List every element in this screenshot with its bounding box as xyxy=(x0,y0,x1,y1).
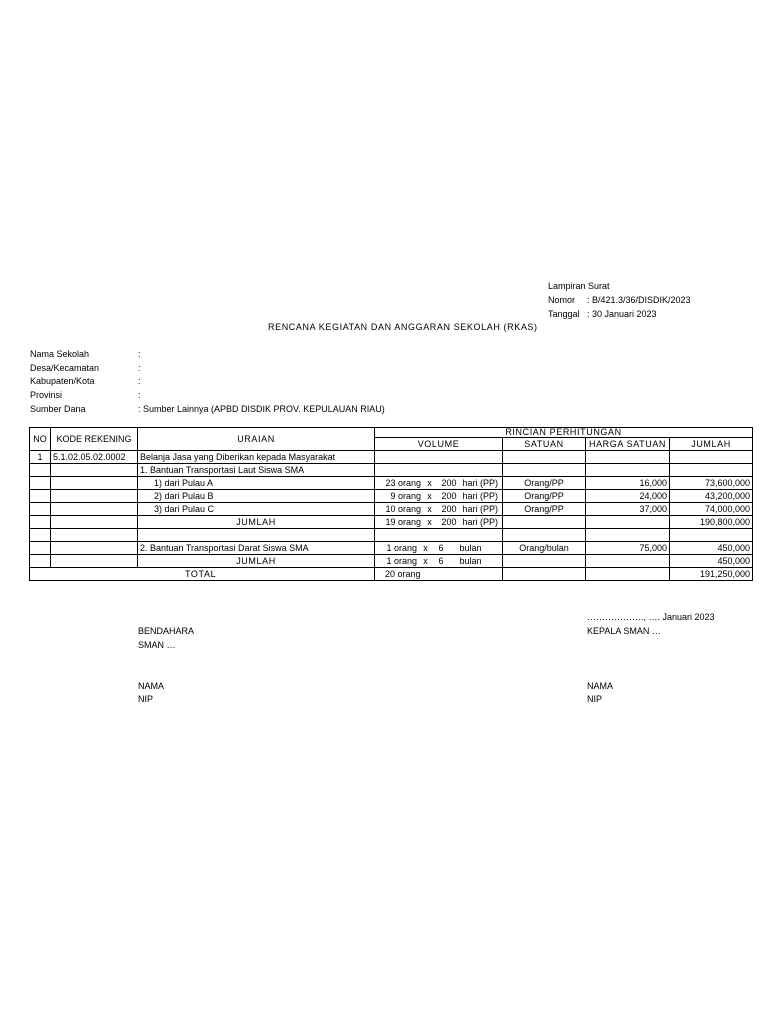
cell-kode: 5.1.02.05.02.0002 xyxy=(51,451,138,464)
cell-uraian: 2) dari Pulau B xyxy=(138,490,375,503)
cell-satuan xyxy=(503,516,586,529)
tanggal-value: : 30 Januari 2023 xyxy=(587,309,657,319)
cell-harga: 16,000 xyxy=(586,477,670,490)
cell-satuan: Orang/PP xyxy=(503,503,586,516)
cell-no: 1 xyxy=(30,451,51,464)
info-label-nama-sekolah: Nama Sekolah xyxy=(30,349,90,359)
header-kode-rekening: KODE REKENING xyxy=(51,428,138,451)
info-value-nama-sekolah: : xyxy=(138,349,141,359)
cell-harga xyxy=(586,529,670,542)
info-label-kabupaten: Kabupaten/Kota xyxy=(30,376,95,386)
cell-volume xyxy=(375,490,503,503)
table-header-row xyxy=(30,428,753,438)
cell-harga xyxy=(586,555,670,568)
table-row-total xyxy=(30,568,753,581)
volume-unit: bulan xyxy=(459,542,482,553)
volume-times: x xyxy=(427,503,432,514)
signature-left-nip: NIP xyxy=(138,694,154,704)
cell-kode xyxy=(51,555,138,568)
cell-no xyxy=(30,490,51,503)
cell-no xyxy=(30,464,51,477)
cell-uraian-jumlah: JUMLAH xyxy=(138,555,375,568)
header-volume: VOLUME xyxy=(375,438,503,451)
cell-volume xyxy=(375,529,503,542)
cell-jumlah: 450,000 xyxy=(670,555,753,568)
volume-qty: 1 orang xyxy=(386,555,417,566)
cell-satuan: Orang/PP xyxy=(503,490,586,503)
volume-unit: hari (PP) xyxy=(462,477,499,488)
nomor-value: : B/421.3/36/DISDIK/2023 xyxy=(587,295,691,305)
cell-no xyxy=(30,503,51,516)
info-value-kabupaten: : xyxy=(138,376,141,386)
cell-harga xyxy=(586,516,670,529)
cell-harga xyxy=(586,464,670,477)
cell-no xyxy=(30,555,51,568)
header-no: NO xyxy=(30,428,51,451)
table-row xyxy=(30,503,753,516)
volume-qty: 9 orang xyxy=(390,490,421,501)
volume-unit: bulan xyxy=(459,555,482,566)
document-title: RENCANA KEGIATAN DAN ANGGARAN SEKOLAH (RKAS) xyxy=(268,322,538,332)
volume-times: x xyxy=(423,542,428,553)
volume-unit: hari (PP) xyxy=(462,516,499,527)
cell-kode xyxy=(51,464,138,477)
header-satuan: SATUAN xyxy=(503,438,586,451)
cell-satuan xyxy=(503,451,586,464)
cell-harga: 24,000 xyxy=(586,490,670,503)
volume-unit: hari (PP) xyxy=(462,503,499,514)
volume-times: x xyxy=(427,490,432,501)
cell-jumlah xyxy=(670,464,753,477)
info-value-provinsi: : xyxy=(138,390,141,400)
header-rincian-perhitungan: RINCIAN PERHITUNGAN xyxy=(375,428,753,438)
cell-uraian-jumlah: JUMLAH xyxy=(138,516,375,529)
table-row xyxy=(30,542,753,555)
table-row xyxy=(30,451,753,464)
cell-satuan xyxy=(503,555,586,568)
cell-kode xyxy=(51,477,138,490)
table-row xyxy=(30,477,753,490)
cell-volume xyxy=(375,542,503,555)
info-label-provinsi: Provinsi xyxy=(30,390,63,400)
cell-satuan: Orang/PP xyxy=(503,477,586,490)
signature-date-line: ………………., …. Januari 2023 xyxy=(587,612,715,622)
cell-kode xyxy=(51,542,138,555)
cell-satuan xyxy=(503,568,586,581)
cell-uraian: 3) dari Pulau C xyxy=(138,503,375,516)
volume-days: 200 xyxy=(441,503,457,514)
volume-qty: 19 orang xyxy=(385,516,421,527)
cell-jumlah: 73,600,000 xyxy=(670,477,753,490)
cell-harga xyxy=(586,451,670,464)
volume-times: x xyxy=(427,516,432,527)
cell-uraian xyxy=(138,529,375,542)
info-value-sumber-dana: : Sumber Lainnya (APBD DISDIK PROV. KEPULAUAN RIAU) xyxy=(138,404,385,414)
cell-uraian: 2. Bantuan Transportasi Darat Siswa SMA xyxy=(138,542,375,555)
tanggal-label: Tanggal xyxy=(548,309,580,319)
cell-jumlah: 43,200,000 xyxy=(670,490,753,503)
rkas-table xyxy=(29,427,753,581)
volume-days: 200 xyxy=(441,490,457,501)
volume-days: 200 xyxy=(441,477,457,488)
info-label-sumber-dana: Sumber Dana xyxy=(30,404,86,414)
cell-satuan xyxy=(503,464,586,477)
cell-jumlah: 450,000 xyxy=(670,542,753,555)
volume-unit: hari (PP) xyxy=(462,490,499,501)
signature-right-nip: NIP xyxy=(587,694,603,704)
signature-left-org: SMAN … xyxy=(138,640,176,650)
cell-harga: 37,000 xyxy=(586,503,670,516)
nomor-label: Nomor xyxy=(548,295,576,305)
cell-volume xyxy=(375,555,503,568)
cell-harga: 75,000 xyxy=(586,542,670,555)
volume-months: 6 xyxy=(438,555,444,566)
volume-qty: 1 orang xyxy=(386,542,417,553)
info-value-desa: : xyxy=(138,363,141,373)
cell-satuan xyxy=(503,529,586,542)
lampiran-title: Lampiran Surat xyxy=(548,281,610,291)
cell-volume xyxy=(375,503,503,516)
cell-no xyxy=(30,516,51,529)
cell-total-jumlah: 191,250,000 xyxy=(670,568,753,581)
cell-volume xyxy=(375,516,503,529)
cell-volume xyxy=(375,451,503,464)
volume-times: x xyxy=(423,555,428,566)
volume-times: x xyxy=(427,477,432,488)
cell-kode xyxy=(51,529,138,542)
cell-volume xyxy=(375,477,503,490)
signature-left-name: NAMA xyxy=(138,681,165,691)
table-row-subtotal xyxy=(30,555,753,568)
header-jumlah: JUMLAH xyxy=(670,438,753,451)
info-label-desa: Desa/Kecamatan xyxy=(30,363,100,373)
cell-kode xyxy=(51,503,138,516)
cell-satuan: Orang/bulan xyxy=(503,542,586,555)
cell-jumlah xyxy=(670,451,753,464)
header-uraian: URAIAN xyxy=(138,428,375,451)
signature-right-name: NAMA xyxy=(587,681,614,691)
cell-no xyxy=(30,529,51,542)
table-row xyxy=(30,490,753,503)
volume-qty: 23 orang xyxy=(385,477,421,488)
cell-uraian: 1. Bantuan Transportasi Laut Siswa SMA xyxy=(138,464,375,477)
volume-months: 6 xyxy=(438,542,444,553)
table-row-blank xyxy=(30,529,753,542)
cell-no xyxy=(30,542,51,555)
cell-jumlah xyxy=(670,529,753,542)
cell-jumlah: 74,000,000 xyxy=(670,503,753,516)
cell-jumlah: 190,800,000 xyxy=(670,516,753,529)
volume-qty: 10 orang xyxy=(385,503,421,514)
cell-total-label: TOTAL xyxy=(30,568,375,581)
header-harga-satuan: HARGA SATUAN xyxy=(586,438,670,451)
cell-harga xyxy=(586,568,670,581)
signature-left-title: BENDAHARA xyxy=(138,626,195,636)
cell-uraian: Belanja Jasa yang Diberikan kepada Masyarakat xyxy=(138,451,375,464)
table-row xyxy=(30,464,753,477)
cell-total-volume: 20 orang xyxy=(375,568,503,581)
volume-days: 200 xyxy=(441,516,457,527)
cell-kode xyxy=(51,516,138,529)
cell-kode xyxy=(51,490,138,503)
cell-uraian: 1) dari Pulau A xyxy=(138,477,375,490)
cell-volume xyxy=(375,464,503,477)
table-row-subtotal xyxy=(30,516,753,529)
signature-right-title: KEPALA SMAN … xyxy=(587,626,661,636)
cell-no xyxy=(30,477,51,490)
